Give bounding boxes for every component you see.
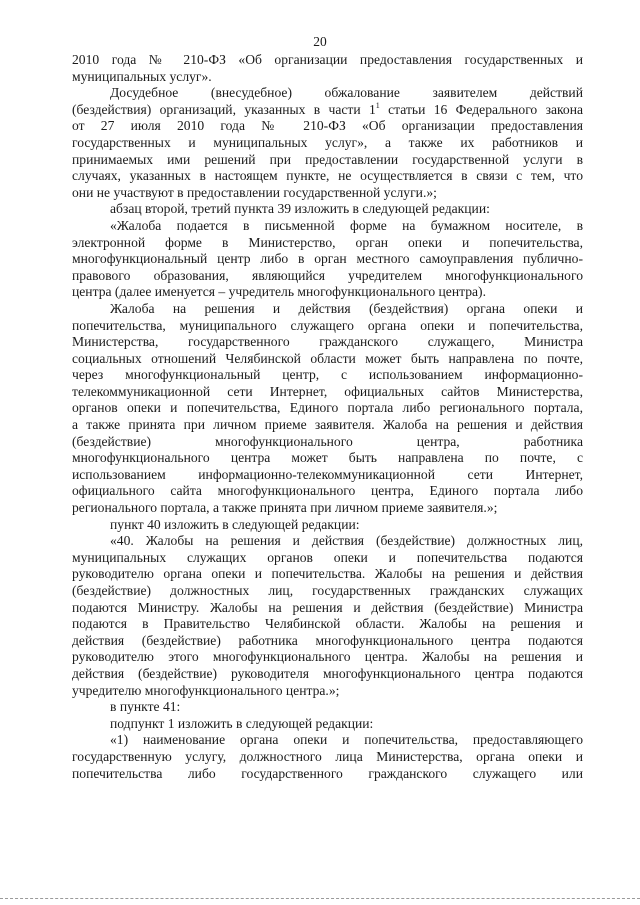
text-line <box>72 102 583 119</box>
text-line: «1) наименование органа опеки и попечительства, предоставляющего <box>110 732 583 748</box>
text-line: муниципальных услуг». <box>72 68 212 84</box>
text-line: в пункте 41: <box>110 699 181 715</box>
text-line: (бездействие) должностных лиц, государственных гражданских служащих <box>72 583 583 598</box>
text-line: правового образования, являющийся учредителем многофункционального <box>72 267 583 283</box>
text-line: «40. Жалобы на решения и действия (бездействие) должностных лиц, <box>110 533 583 549</box>
text-line: социальных отношений Челябинской области может быть направлена по почте, <box>72 350 583 366</box>
text-line: (бездействие) многофункционального центра, работника <box>72 433 583 449</box>
text-line: через многофункциональный центр, с использованием информационно- <box>72 367 583 383</box>
text-line: подаются в Правительство Челябинской области. Жалобы на решения и <box>72 616 583 632</box>
superscript: 1 <box>375 100 380 110</box>
text-line: учредителю многофункционального центра.»; <box>72 682 340 698</box>
text-line: государственную услугу, должностного лица Министерства, органа опеки и <box>72 748 583 764</box>
text-line: официального сайта многофункционального центра, Единого портала либо <box>72 483 583 499</box>
text-line: «Жалоба подается в письменной форме на бумажном носителе, в <box>110 217 583 233</box>
text-line: Досудебное (внесудебное) обжалование заявителем действий <box>110 85 583 101</box>
text-line: они не участвуют в предоставлении государственной услуги.»; <box>72 184 437 200</box>
text-line: случаях, указанных в настоящем пункте, не осуществляется в связи с тем, что <box>72 168 583 184</box>
text-line: руководителю этого многофункционального центра. Жалобы на решения и <box>72 649 583 665</box>
text-line: действия (бездействие) работника многофункционального центра подаются <box>72 632 583 648</box>
document-body <box>72 52 583 782</box>
text-line: абзац второй, третий пункта 39 изложить в следующей редакции: <box>110 201 490 217</box>
text-line: использованием информационно-телекоммуникационной сети Интернет, <box>72 466 583 482</box>
text-line: органов опеки и попечительства, Единого портала либо регионального портала, <box>72 400 583 416</box>
text-line: муниципальных служащих органов опеки и попечительства подаются <box>72 549 583 565</box>
text-line: телекоммуникационной сети Интернет, официальных сайтов Министерства, <box>72 383 583 399</box>
text-line: государственных и муниципальных услуг», а также их работников и <box>72 134 583 150</box>
text-line: регионального портала, а также принята при личном приеме заявителя.»; <box>72 500 498 516</box>
text-line-part: статьи 16 Федерального закона <box>379 101 583 117</box>
text-line-part: (бездействия) организаций, указанных в части 1 <box>72 101 376 117</box>
text-line: Министерства, государственного гражданского служащего, Министра <box>72 334 583 350</box>
text-line: электронной форме в Министерство, орган опеки и попечительства, <box>72 234 583 250</box>
text-line: попечительства, муниципального служащего органа опеки и попечительства, <box>72 317 583 333</box>
text-line: попечительства либо государственного гражданского служащего или <box>72 765 583 781</box>
text-line: подпункт 1 изложить в следующей редакции: <box>110 715 374 731</box>
text-line: действия (бездействие) руководителя многофункционального центра подаются <box>72 665 583 681</box>
page-number: 20 <box>313 34 327 49</box>
text-line: подаются Министру. Жалобы на решения и действия (бездействие) Министра <box>72 599 583 615</box>
text-line: многофункционального центра может быть направлена по почте, с <box>72 450 583 466</box>
text-line: Жалоба на решения и действия (бездействия) органа опеки и <box>110 300 583 316</box>
text-line: а также принята при личном приеме заявителя. Жалоба на решения и действия <box>72 417 583 433</box>
text-line: центра (далее именуется – учредитель многофункционального центра). <box>72 284 486 300</box>
text-line: 2010 года № 210-ФЗ «Об организации предоставления государственных и <box>72 52 583 67</box>
page-bottom-edge <box>0 898 640 899</box>
text-line: от 27 июля 2010 года № 210-ФЗ «Об организации предоставления <box>72 118 583 134</box>
text-line: пункт 40 изложить в следующей редакции: <box>110 516 360 532</box>
text-line: многофункциональный центр либо в орган местного самоуправления публично- <box>72 251 583 267</box>
text-line: принимаемых ими решений при предоставлении государственной услуги в <box>72 151 583 167</box>
text-line: руководителю органа опеки и попечительства. Жалобы на решения и действия <box>72 566 583 582</box>
